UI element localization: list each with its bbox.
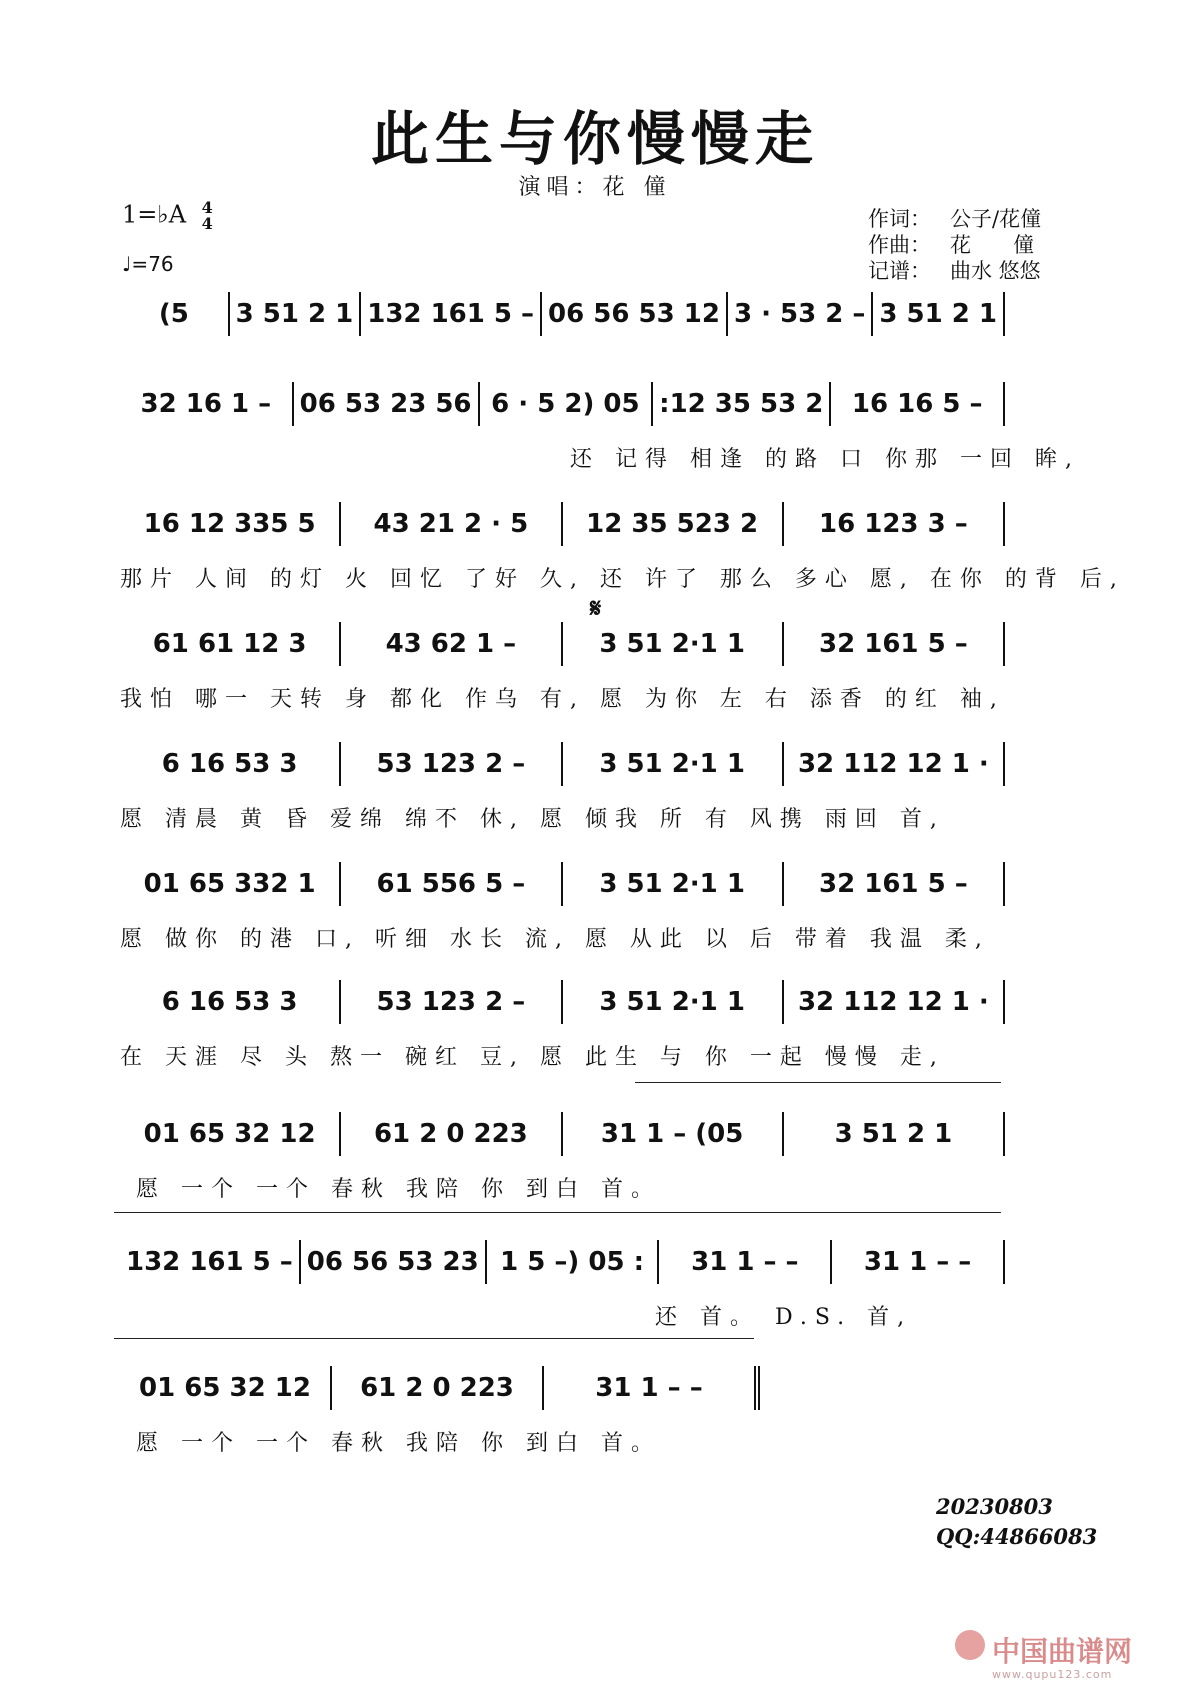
time-signature [202,200,213,232]
singer-line: 演唱：花 僮 [518,175,672,200]
score-system [120,380,1080,473]
score-system [120,290,1005,352]
lyrics-line: 愿 做你 的港 口, 听细 水长 流, 愿 从此 以 后 带着 我温 柔, [120,927,990,952]
score-system [120,1110,1005,1203]
measure: 3 51 2 1 [230,292,362,336]
score-system [120,500,1125,593]
lyrics-line: 愿 一个 一个 春秋 我陪 你 到白 首。 [136,1431,661,1456]
lyrics-line: 愿 一个 一个 春秋 我陪 你 到白 首。 [136,1177,661,1202]
score-system [120,860,1005,953]
measure: 132 161 5 – [120,1240,301,1284]
measure: 32 16 1 – [120,382,294,426]
measure: 32 161 5 – [784,862,1005,906]
measure: 31 1 – (05 [563,1112,784,1156]
measure: 01 65 332 1 [120,862,341,906]
measure: 3 51 2 1 [873,292,1005,336]
meter-top: 4 [201,198,213,217]
measure: 32 112 12 1 · [784,742,1005,786]
lyrics-line: 我怕 哪一 天转 身 都化 作乌 有, 愿 为你 左 右 添香 的红 袖, [120,687,1005,712]
key-text: 1=♭A [122,200,187,229]
volta-bracket-1 [635,1082,1001,1083]
measure: 43 21 2 · 5 [341,502,562,546]
score-system [120,740,1005,833]
measure: 06 56 53 12 [542,292,728,336]
measure: 6 16 53 3 [120,980,341,1024]
measure: 16 16 5 – [831,382,1005,426]
measure: 3 · 53 2 – [728,292,873,336]
measure: 43 62 1 – [341,622,562,666]
measure: 3 51 2·1 1 [563,742,784,786]
qq-text: QQ:44866083 [936,1524,1098,1549]
measure: 3 51 2·1 1 [563,862,784,906]
watermark-url: www.qupu123.com [992,1668,1113,1681]
staff-line [120,860,1005,908]
measure: 32 161 5 – [784,622,1005,666]
lyrics-line: 还 记得 相逢 的路 口 你那 一回 眸, [570,447,1080,472]
measure: 16 12 335 5 [120,502,341,546]
credit-transcriber: 记谱： 曲水 悠悠 [868,259,1041,283]
page-title: 此生与你慢慢走 [370,105,819,173]
staff-line [120,380,1005,428]
measure: 53 123 2 – [341,980,562,1024]
meter-bottom: 4 [201,214,213,233]
measure: 61 2 0 223 [332,1366,544,1410]
lyrics-line: 还 首。 D.S. 首, [655,1305,913,1330]
lyrics-line: 愿 清晨 黄 昏 爱绵 绵不 休, 愿 倾我 所 有 风携 雨回 首, [120,807,945,832]
staff-line [120,290,1005,338]
measure: 3 51 2 1 [784,1112,1005,1156]
watermark-logo-icon [955,1630,985,1660]
date-text: 20230803 [936,1494,1053,1519]
watermark-name: 中国曲谱网 [992,1635,1133,1668]
measure: 31 1 – – [832,1240,1005,1284]
measure: 3 51 2·1 1 [563,622,784,666]
measure: 31 1 – – [544,1366,760,1410]
staff-line [120,1110,1005,1158]
lyrics-line: 那片 人间 的灯 火 回忆 了好 久, 还 许了 那么 多心 愿, 在你 的背 后, [120,567,1125,592]
score-system [120,978,1005,1071]
measure: 1 5 –) 05 : [487,1240,660,1284]
measure: 32 112 12 1 · [784,980,1005,1024]
date-stamp [936,1492,1097,1552]
staff-line [120,620,1005,668]
measure: 31 1 – – [659,1240,832,1284]
watermark [992,1630,1132,1681]
score-system [120,1238,1005,1331]
measure: 16 123 3 – [784,502,1005,546]
top-rule-2 [114,1338,754,1339]
credit-composer: 作曲： 花 僮 [868,233,1034,257]
credits [868,206,1041,284]
staff-line [120,978,1005,1026]
key-signature [122,200,213,232]
measure: 6 16 53 3 [120,742,341,786]
measure: 61 2 0 223 [341,1112,562,1156]
measure: 61 556 5 – [341,862,562,906]
credit-lyricist: 作词： 公子/花僮 [868,207,1042,231]
measure: 6 · 5 2) 05 [480,382,654,426]
staff-line [120,500,1005,548]
measure: (5 [120,292,230,336]
staff-line [120,1238,1005,1286]
measure: 61 61 12 3 [120,622,341,666]
measure: 12 35 523 2 [563,502,784,546]
measure: 53 123 2 – [341,742,562,786]
segno-sign: 𝄋 [590,594,602,624]
measure: 132 161 5 – [361,292,542,336]
tempo-mark: ♩=76 [122,252,174,276]
staff-line [120,1364,760,1412]
lyrics-line: 在 天涯 尽 头 熬一 碗红 豆, 愿 此生 与 你 一起 慢慢 走, [120,1045,945,1070]
measure: 3 51 2·1 1 [563,980,784,1024]
measure: 06 53 23 56 [294,382,480,426]
score-system [120,620,1005,713]
measure: 01 65 32 12 [120,1112,341,1156]
score-system [120,1364,760,1457]
measure: 01 65 32 12 [120,1366,332,1410]
staff-line [120,740,1005,788]
top-rule-1 [114,1212,1001,1213]
measure: 06 56 53 23 [301,1240,487,1284]
measure: :12 35 53 2 [653,382,831,426]
